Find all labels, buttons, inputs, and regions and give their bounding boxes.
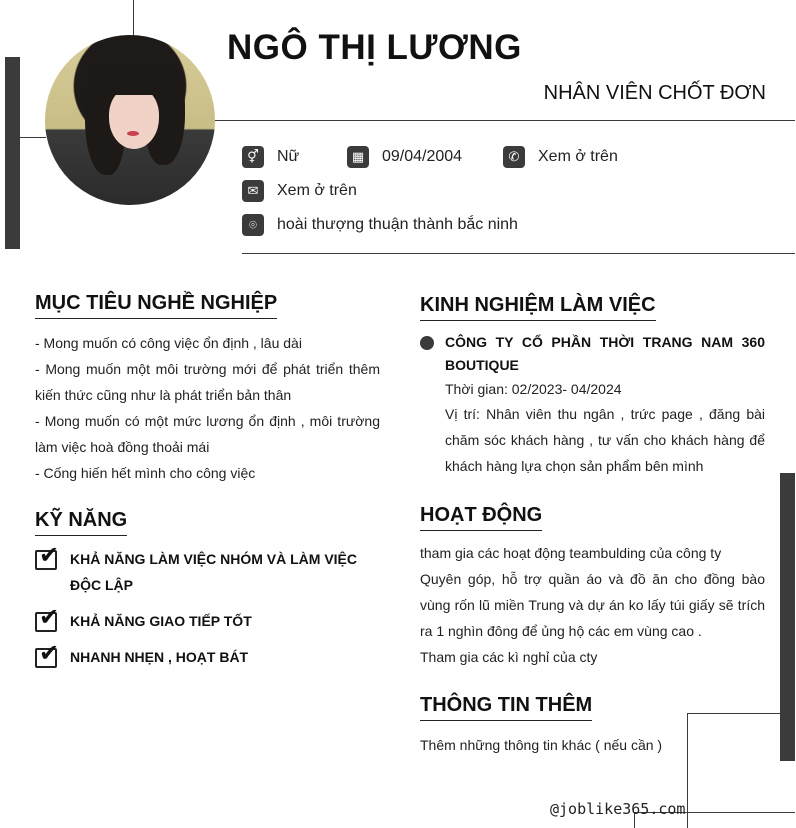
company-name: CÔNG TY CỔ PHẦN THỜI TRANG NAM 360 BOUTIQUE — [445, 334, 765, 373]
info-divider — [242, 253, 795, 254]
objective-body — [35, 330, 380, 486]
phone-icon: ✆ — [503, 146, 525, 168]
checkbox-icon: ✔ — [35, 610, 61, 632]
bullet-icon — [420, 336, 434, 350]
address-item — [242, 213, 518, 237]
objective-line: - Cống hiến hết mình cho công việc — [35, 465, 256, 481]
skill-label: NHANH NHẸN , HOẠT BÁT — [70, 649, 249, 665]
candidate-name: NGÔ THỊ LƯƠNG — [227, 28, 522, 67]
experience-title: KINH NGHIỆM LÀM VIỆC — [420, 294, 656, 321]
skill-item — [35, 541, 380, 598]
objective-title: MỤC TIÊU NGHỀ NGHIỆP — [35, 292, 277, 319]
birthday-value: 09/04/2004 — [382, 148, 463, 165]
address-value: hoài thượng thuận thành bắc ninh — [277, 216, 518, 233]
right-accent-bar — [780, 473, 795, 761]
extra-text: Thêm những thông tin khác ( nếu cần ) — [420, 737, 663, 753]
activities-body — [420, 540, 765, 670]
job-title: NHÂN VIÊN CHỐT ĐƠN — [543, 82, 766, 104]
skill-label: KHẢ NĂNG LÀM VIỆC NHÓM VÀ LÀM VIỆC ĐỘC LẬP — [70, 551, 357, 593]
skill-item — [35, 639, 380, 670]
activity-line: tham gia các hoạt động teambulding của công ty — [420, 545, 722, 561]
objective-line: - Mong muốn một môi trường mới để phát triển thêm kiến thức cũng như là phát triển bản thân — [35, 361, 380, 403]
skill-item — [35, 603, 380, 634]
bottom-frame-horizontal — [687, 713, 780, 714]
left-accent-bar — [5, 57, 20, 249]
skills-title: KỸ NĂNG — [35, 509, 127, 536]
bottom-frame-vertical — [687, 713, 688, 828]
gender-item — [242, 145, 299, 169]
activity-line: Tham gia các kì nghỉ của cty — [420, 649, 598, 665]
activity-line: Quyên góp, hỗ trợ quần áo và đồ ăn cho đồng bào vùng rốn lũ miền Trung và dự án ko lấy túi giấy sẽ trích ra 1 nghìn đông để ủng hộ các em vùng cao . — [420, 571, 765, 639]
gender-icon: ⚥ — [242, 146, 264, 168]
objective-line: - Mong muốn có một mức lương ổn định , môi trường làm việc hoà đồng thoải mái — [35, 413, 380, 455]
skill-label: KHẢ NĂNG GIAO TIẾP TỐT — [70, 613, 252, 629]
left-horizontal-line — [20, 137, 46, 138]
phone-value: Xem ở trên — [538, 148, 618, 165]
activities-title: HOẠT ĐỘNG — [420, 504, 542, 531]
header-divider — [215, 120, 795, 121]
email-item — [242, 179, 357, 203]
mail-icon: ✉ — [242, 180, 264, 202]
gender-value: Nữ — [277, 148, 300, 165]
experience-time: Thời gian: 02/2023- 04/2024 — [445, 381, 622, 397]
email-value: Xem ở trên — [277, 182, 357, 199]
birthday-item — [347, 145, 462, 169]
objective-line: - Mong muốn có công việc ổn định , lâu dài — [35, 335, 302, 351]
checkbox-icon: ✔ — [35, 646, 61, 668]
phone-item — [503, 145, 618, 169]
calendar-icon: ▦ — [347, 146, 369, 168]
experience-position: Vị trí: Nhân viên thu ngân , trức page , đăng bài chăm sóc khách hàng , tư vấn cho khách hàng để khách hàng lựa chọn sản phẩm bên mình — [445, 406, 765, 474]
checkbox-icon: ✔ — [35, 548, 61, 570]
avatar — [45, 35, 215, 205]
watermark-link[interactable]: @joblike365.com — [550, 800, 686, 818]
top-vertical-line — [133, 0, 134, 38]
location-icon: ⌾ — [242, 214, 264, 236]
extra-title: THÔNG TIN THÊM — [420, 694, 592, 721]
